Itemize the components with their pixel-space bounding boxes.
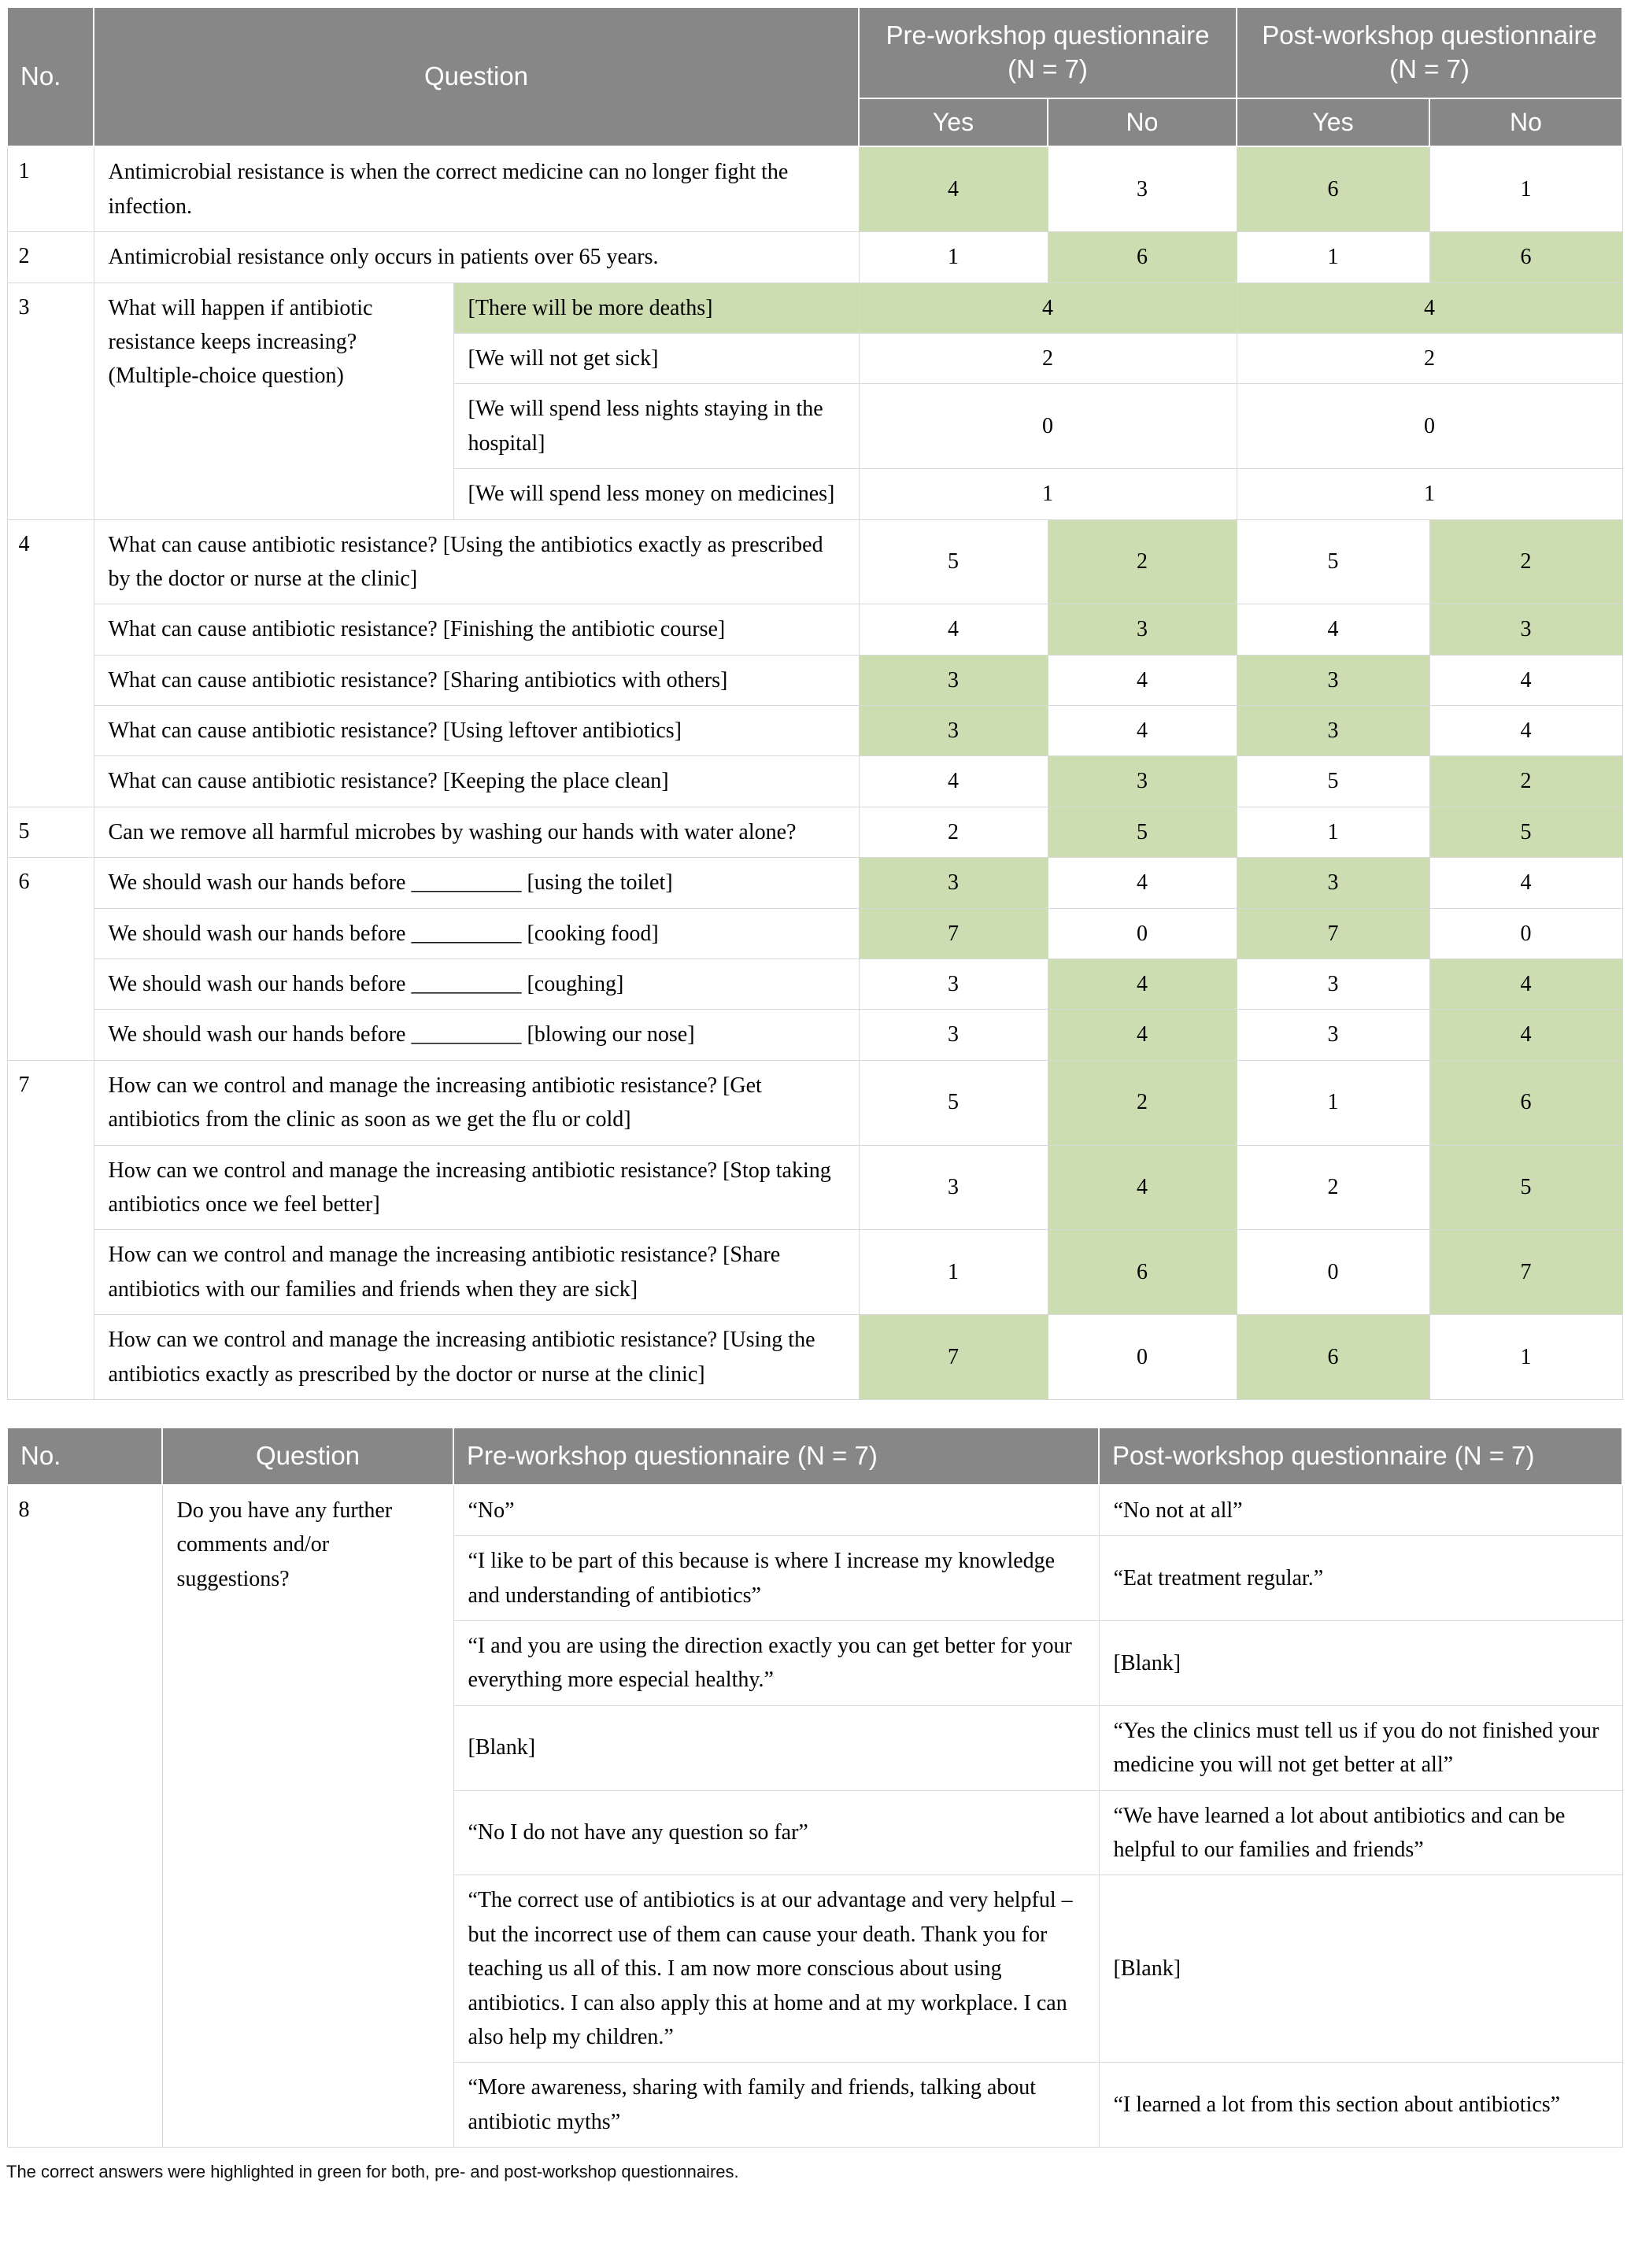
question-cell: Can we remove all harmful microbes by washing our hands with water alone? xyxy=(94,807,859,857)
count-cell: 2 xyxy=(859,333,1237,383)
table-row xyxy=(7,604,1622,655)
table1-body xyxy=(7,146,1622,1399)
question-cell: How can we control and manage the increasing antibiotic resistance? [Share antibiotics with our families and friends when they are sick] xyxy=(94,1230,859,1315)
count-cell: 1 xyxy=(1429,146,1622,231)
question-cell: How can we control and manage the increasing antibiotic resistance? [Get antibiotics from the clinic as soon as we get the flu or cold] xyxy=(94,1060,859,1145)
count-cell: 3 xyxy=(1237,959,1429,1010)
question-cell: [We will not get sick] xyxy=(453,333,859,383)
count-cell: 3 xyxy=(1237,1010,1429,1060)
table-row xyxy=(7,1315,1622,1400)
count-cell: 0 xyxy=(1237,384,1622,469)
count-cell: 5 xyxy=(1237,519,1429,604)
count-cell: 1 xyxy=(1429,1315,1622,1400)
count-cell: 4 xyxy=(1048,706,1237,756)
question-cell: [We will spend less money on medicines] xyxy=(453,469,859,519)
column-header-post-workshop: Post-workshop questionnaire (N = 7) xyxy=(1237,7,1622,98)
count-cell: 4 xyxy=(1237,283,1622,333)
table-row xyxy=(7,1230,1622,1315)
count-cell: 5 xyxy=(859,1060,1048,1145)
count-cell: 4 xyxy=(1048,1145,1237,1230)
count-cell: 2 xyxy=(1237,1145,1429,1230)
count-cell: 5 xyxy=(859,519,1048,604)
count-cell: 4 xyxy=(1237,604,1429,655)
count-cell: 3 xyxy=(1048,604,1237,655)
column-header-no: No. xyxy=(7,7,94,146)
question-cell: We should wash our hands before __________ [cooking food] xyxy=(94,908,859,959)
count-cell: 5 xyxy=(1429,807,1622,857)
table-row xyxy=(7,1485,1622,1536)
count-cell: 6 xyxy=(1048,1230,1237,1315)
question-cell: What can cause antibiotic resistance? [Using the antibiotics exactly as prescribed by the doctor or nurse at the clinic] xyxy=(94,519,859,604)
pre-response-cell: [Blank] xyxy=(453,1705,1099,1790)
count-cell: 6 xyxy=(1237,1315,1429,1400)
count-cell: 4 xyxy=(859,146,1048,231)
question-cell: Antimicrobial resistance only occurs in patients over 65 years. xyxy=(94,232,859,283)
table-row xyxy=(7,807,1622,857)
count-cell: 5 xyxy=(1048,807,1237,857)
count-cell: 7 xyxy=(859,908,1048,959)
count-cell: 3 xyxy=(859,706,1048,756)
count-cell: 1 xyxy=(1237,232,1429,283)
post-response-cell: [Blank] xyxy=(1099,1620,1622,1705)
pre-response-cell: “I like to be part of this because is where I increase my knowledge and understanding of antibiotics” xyxy=(453,1536,1099,1621)
count-cell: 7 xyxy=(1429,1230,1622,1315)
count-cell: 4 xyxy=(1048,655,1237,705)
column-header-no: No. xyxy=(7,1428,162,1485)
count-cell: 6 xyxy=(1237,146,1429,231)
question-cell: Do you have any further comments and/or suggestions? xyxy=(162,1485,453,2148)
column-header-pre-yes: Yes xyxy=(859,98,1048,147)
pre-response-cell: “The correct use of antibiotics is at our advantage and very helpful – but the incorrect use of them can cause your death. Thank you for teaching us all of this. I am now more conscious about using antibiotics. I can also apply this at home and at my workplace. I can also help my children.” xyxy=(453,1875,1099,2063)
count-cell: 3 xyxy=(1429,604,1622,655)
count-cell: 2 xyxy=(1048,519,1237,604)
count-cell: 3 xyxy=(1048,756,1237,807)
count-cell: 7 xyxy=(859,1315,1048,1400)
count-cell: 3 xyxy=(1237,655,1429,705)
column-header-question: Question xyxy=(162,1428,453,1485)
table-row xyxy=(7,706,1622,756)
question-cell: [There will be more deaths] xyxy=(453,283,859,333)
question-cell: We should wash our hands before __________ [using the toilet] xyxy=(94,858,859,908)
count-cell: 4 xyxy=(1429,858,1622,908)
count-cell: 6 xyxy=(1429,1060,1622,1145)
table2-header xyxy=(7,1428,1622,1485)
row-number-cell: 5 xyxy=(7,807,94,857)
table-row xyxy=(7,283,1622,333)
pre-response-cell: “I and you are using the direction exactly you can get better for your everything more especial healthy.” xyxy=(453,1620,1099,1705)
count-cell: 0 xyxy=(1048,1315,1237,1400)
post-response-cell: “Eat treatment regular.” xyxy=(1099,1536,1622,1621)
table-row xyxy=(7,756,1622,807)
pre-response-cell: “More awareness, sharing with family and friends, talking about antibiotic myths” xyxy=(453,2063,1099,2148)
table-row xyxy=(7,1145,1622,1230)
question-cell: What can cause antibiotic resistance? [Using leftover antibiotics] xyxy=(94,706,859,756)
count-cell: 3 xyxy=(1237,706,1429,756)
pre-response-cell: “No I do not have any question so far” xyxy=(453,1790,1099,1875)
table-row xyxy=(7,908,1622,959)
question-cell: What will happen if antibiotic resistance keeps increasing? (Multiple-choice question) xyxy=(94,283,453,519)
table1-header xyxy=(7,7,1622,146)
count-cell: 1 xyxy=(859,469,1237,519)
count-cell: 3 xyxy=(859,959,1048,1010)
post-response-cell: “I learned a lot from this section about antibiotics” xyxy=(1099,2063,1622,2148)
count-cell: 1 xyxy=(1237,1060,1429,1145)
comments-table xyxy=(6,1427,1623,2148)
count-cell: 4 xyxy=(1429,706,1622,756)
count-cell: 0 xyxy=(859,384,1237,469)
count-cell: 4 xyxy=(1048,1010,1237,1060)
table-row xyxy=(7,519,1622,604)
row-number-cell: 2 xyxy=(7,232,94,283)
count-cell: 5 xyxy=(1429,1145,1622,1230)
count-cell: 1 xyxy=(859,1230,1048,1315)
knowledge-questions-table xyxy=(6,6,1623,1400)
column-header-pre-no: No xyxy=(1048,98,1237,147)
row-number-cell: 3 xyxy=(7,283,94,519)
column-header-question: Question xyxy=(94,7,859,146)
count-cell: 3 xyxy=(859,655,1048,705)
table-row xyxy=(7,655,1622,705)
post-response-cell: [Blank] xyxy=(1099,1875,1622,2063)
post-response-cell: “No not at all” xyxy=(1099,1485,1622,1536)
count-cell: 6 xyxy=(1429,232,1622,283)
column-header-post-workshop: Post-workshop questionnaire (N = 7) xyxy=(1099,1428,1622,1485)
column-header-post-yes: Yes xyxy=(1237,98,1429,147)
table-row xyxy=(7,1010,1622,1060)
count-cell: 4 xyxy=(1429,655,1622,705)
count-cell: 7 xyxy=(1237,908,1429,959)
count-cell: 6 xyxy=(1048,232,1237,283)
count-cell: 4 xyxy=(859,283,1237,333)
question-cell: How can we control and manage the increasing antibiotic resistance? [Using the antibiotics exactly as prescribed by the doctor or nurse at the clinic] xyxy=(94,1315,859,1400)
column-header-pre-workshop: Pre-workshop questionnaire (N = 7) xyxy=(453,1428,1099,1485)
table-footnote: The correct answers were highlighted in green for both, pre- and post-workshop questionnaires. xyxy=(6,2162,739,2182)
count-cell: 3 xyxy=(1048,146,1237,231)
count-cell: 4 xyxy=(1429,959,1622,1010)
count-cell: 3 xyxy=(1237,858,1429,908)
pre-response-cell: “No” xyxy=(453,1485,1099,1536)
count-cell: 0 xyxy=(1429,908,1622,959)
row-number-cell: 1 xyxy=(7,146,94,231)
count-cell: 4 xyxy=(859,604,1048,655)
table-row xyxy=(7,858,1622,908)
count-cell: 4 xyxy=(1048,959,1237,1010)
table-header-row xyxy=(7,7,1622,98)
question-cell: We should wash our hands before __________ [blowing our nose] xyxy=(94,1010,859,1060)
row-number-cell: 6 xyxy=(7,858,94,1061)
count-cell: 4 xyxy=(1048,858,1237,908)
table-row xyxy=(7,146,1622,231)
row-number-cell: 7 xyxy=(7,1060,94,1399)
count-cell: 4 xyxy=(1429,1010,1622,1060)
count-cell: 5 xyxy=(1237,756,1429,807)
question-cell: What can cause antibiotic resistance? [Finishing the antibiotic course] xyxy=(94,604,859,655)
row-number-cell: 8 xyxy=(7,1485,162,2148)
column-header-pre-workshop: Pre-workshop questionnaire (N = 7) xyxy=(859,7,1237,98)
count-cell: 4 xyxy=(859,756,1048,807)
count-cell: 1 xyxy=(1237,807,1429,857)
post-response-cell: “We have learned a lot about antibiotics and can be helpful to our families and friends” xyxy=(1099,1790,1622,1875)
table-row xyxy=(7,232,1622,283)
count-cell: 1 xyxy=(859,232,1048,283)
question-cell: We should wash our hands before __________ [coughing] xyxy=(94,959,859,1010)
count-cell: 2 xyxy=(859,807,1048,857)
row-number-cell: 4 xyxy=(7,519,94,807)
question-cell: How can we control and manage the increasing antibiotic resistance? [Stop taking antibiotics once we feel better] xyxy=(94,1145,859,1230)
count-cell: 2 xyxy=(1237,333,1622,383)
count-cell: 1 xyxy=(1237,469,1622,519)
count-cell: 2 xyxy=(1429,519,1622,604)
question-cell: What can cause antibiotic resistance? [Sharing antibiotics with others] xyxy=(94,655,859,705)
question-cell: What can cause antibiotic resistance? [Keeping the place clean] xyxy=(94,756,859,807)
count-cell: 0 xyxy=(1237,1230,1429,1315)
column-header-post-no: No xyxy=(1429,98,1622,147)
question-cell: [We will spend less nights staying in the hospital] xyxy=(453,384,859,469)
table-header-row xyxy=(7,1428,1622,1485)
question-cell: Antimicrobial resistance is when the correct medicine can no longer fight the infection. xyxy=(94,146,859,231)
count-cell: 2 xyxy=(1048,1060,1237,1145)
post-response-cell: “Yes the clinics must tell us if you do not finished your medicine you will not get better at all” xyxy=(1099,1705,1622,1790)
count-cell: 3 xyxy=(859,858,1048,908)
count-cell: 2 xyxy=(1429,756,1622,807)
count-cell: 3 xyxy=(859,1010,1048,1060)
count-cell: 3 xyxy=(859,1145,1048,1230)
count-cell: 0 xyxy=(1048,908,1237,959)
table-row xyxy=(7,959,1622,1010)
table-row xyxy=(7,1060,1622,1145)
table2-body xyxy=(7,1485,1622,2148)
